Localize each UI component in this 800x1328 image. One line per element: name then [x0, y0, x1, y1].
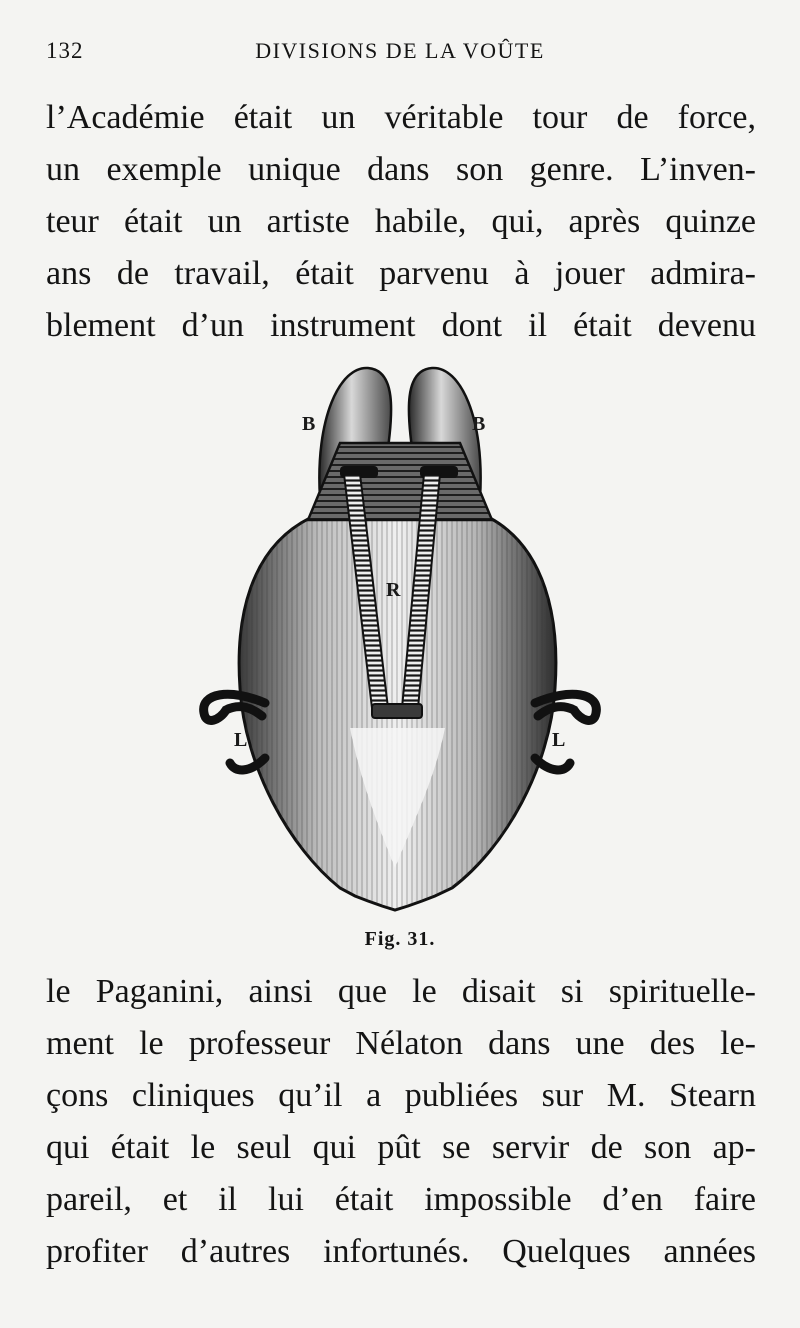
label-l-left: L — [234, 729, 248, 751]
text-line: çons cliniques qu’il a publiées sur M. Stearn — [46, 1077, 756, 1114]
label-b-left: B — [302, 413, 316, 435]
label-b-right: B — [472, 413, 486, 435]
paragraph-top — [46, 92, 756, 352]
top-plate — [308, 443, 492, 520]
text-line: blement d’un instrument dont il était devenu — [46, 307, 756, 344]
paragraph-bottom — [46, 966, 756, 1278]
label-l-right: L — [552, 729, 566, 751]
text-line: pareil, et il lui était impossible d’en faire — [46, 1181, 756, 1218]
text-line: qui était le seul qui pût se servir de son ap- — [46, 1129, 756, 1166]
text-line: ment le professeur Nélaton dans une des le- — [46, 1025, 756, 1062]
text-line: un exemple unique dans son genre. L’inven- — [46, 151, 756, 188]
text-line: ans de travail, était parvenu à jouer admira- — [46, 255, 756, 292]
page-header — [46, 38, 754, 72]
page-number: 132 — [46, 38, 84, 63]
text-line: profiter d’autres infortunés. Quelques années — [46, 1233, 756, 1270]
palate-obturator-illustration — [190, 348, 610, 938]
label-r: R — [386, 579, 401, 601]
text-line: le Paganini, ainsi que le disait si spirituelle- — [46, 973, 756, 1010]
spring-crossbar — [372, 704, 422, 718]
text-line: l’Académie était un véritable tour de force, — [46, 99, 756, 136]
running-title: DIVISIONS DE LA VOÛTE — [255, 38, 545, 63]
figure-drawing — [190, 348, 610, 938]
text-line: teur était un artiste habile, qui, après quinze — [46, 203, 756, 240]
figure-caption: Fig. 31. — [364, 928, 436, 950]
